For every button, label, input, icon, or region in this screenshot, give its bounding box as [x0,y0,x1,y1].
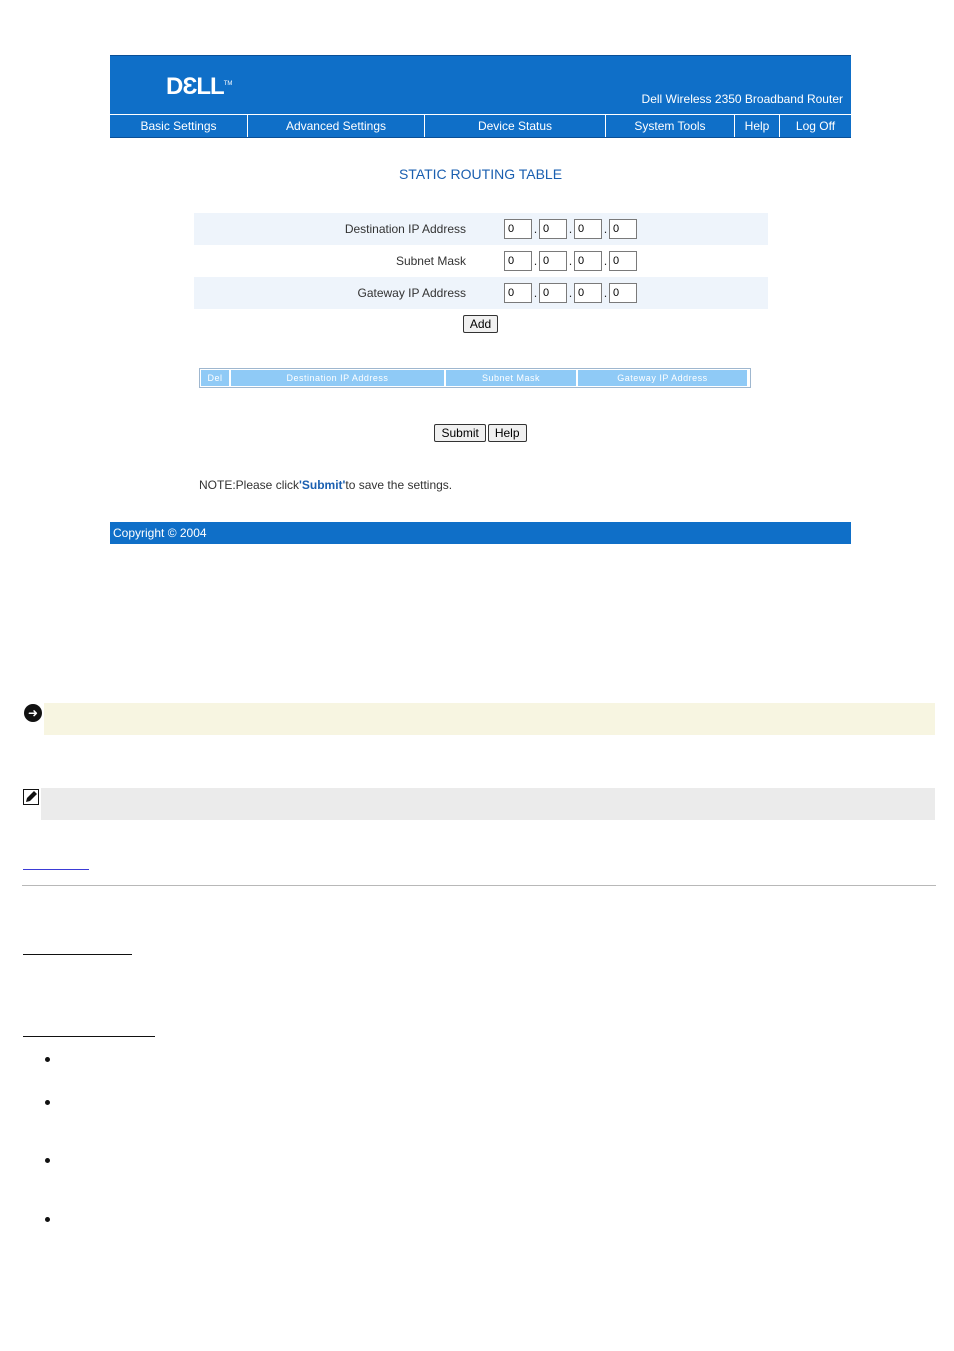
section-heading-rule [23,954,132,955]
gateway-ip-field: 0 . 0 . 0 . 0 [504,283,637,303]
table-header-subnet-mask: Subnet Mask [446,370,576,386]
gateway-ip-octet-4[interactable] [609,283,637,303]
destination-ip-octet-1[interactable] [504,219,532,239]
add-button[interactable]: Add [463,315,498,333]
dell-logo [166,73,232,101]
pencil-note-icon [23,789,39,805]
subnet-mask-octet-4[interactable] [609,251,637,271]
gateway-ip-row [194,277,768,309]
static-route-table [199,368,751,388]
nav-system-tools[interactable]: System Tools [606,115,735,137]
subnet-mask-octet-1[interactable] [504,251,532,271]
gateway-ip-octet-2[interactable] [539,283,567,303]
section-divider [22,885,936,886]
product-name: Dell Wireless 2350 Broadband Router [641,92,843,106]
table-header-gateway-ip: Gateway IP Address [578,370,747,386]
save-note-submit: 'Submit' [299,478,346,492]
table-header-del: Del [201,370,229,386]
nav-basic-settings[interactable]: Basic Settings [110,115,248,137]
subnet-mask-octet-2[interactable] [539,251,567,271]
subnet-mask-octet-3[interactable] [574,251,602,271]
main-nav [110,114,851,138]
subnet-mask-row [194,245,768,277]
list-bullet [45,1158,50,1163]
list-bullet [45,1057,50,1062]
table-header-destination-ip: Destination IP Address [231,370,444,386]
save-note [199,478,452,492]
help-button[interactable]: Help [488,424,527,442]
page-title: STATIC ROUTING TABLE [398,166,563,182]
route-form [194,213,768,309]
destination-ip-octet-3[interactable] [574,219,602,239]
dell-logo-text: DƐLL [166,73,224,100]
destination-ip-row [194,213,768,245]
save-note-prefix: NOTE:Please click [199,478,300,492]
copyright-text: Copyright © 2004 [113,526,207,540]
gateway-ip-octet-3[interactable] [574,283,602,303]
save-note-suffix: to save the settings. [345,478,453,492]
destination-ip-octet-4[interactable] [609,219,637,239]
subsection-heading-rule [23,1036,155,1037]
subnet-mask-label: Subnet Mask [395,254,466,268]
copyright-bar [110,522,851,544]
back-to-top-link[interactable] [23,869,89,870]
submit-button-wrap [110,422,851,442]
destination-ip-octet-2[interactable] [539,219,567,239]
gateway-ip-label: Gateway IP Address [357,286,466,300]
nav-advanced-settings[interactable]: Advanced Settings [248,115,425,137]
header-banner [110,55,851,114]
notice-callout [44,703,935,735]
trademark: TM [223,81,233,87]
nav-device-status[interactable]: Device Status [425,115,606,137]
list-bullet [45,1100,50,1105]
note-callout [41,788,935,820]
list-bullet [45,1217,50,1222]
router-admin-panel [110,55,851,540]
subnet-mask-field: 0 . 0 . 0 . 0 [504,251,637,271]
nav-log-off[interactable]: Log Off [795,119,836,133]
gateway-ip-octet-1[interactable] [504,283,532,303]
notice-arrow-icon: ➜ [24,704,42,722]
add-button-wrap [110,313,851,333]
submit-button[interactable]: Submit [434,424,485,442]
destination-ip-field: 0 . 0 . 0 . 0 [504,219,637,239]
nav-help[interactable]: Help [735,115,780,137]
destination-ip-label: Destination IP Address [344,222,466,236]
